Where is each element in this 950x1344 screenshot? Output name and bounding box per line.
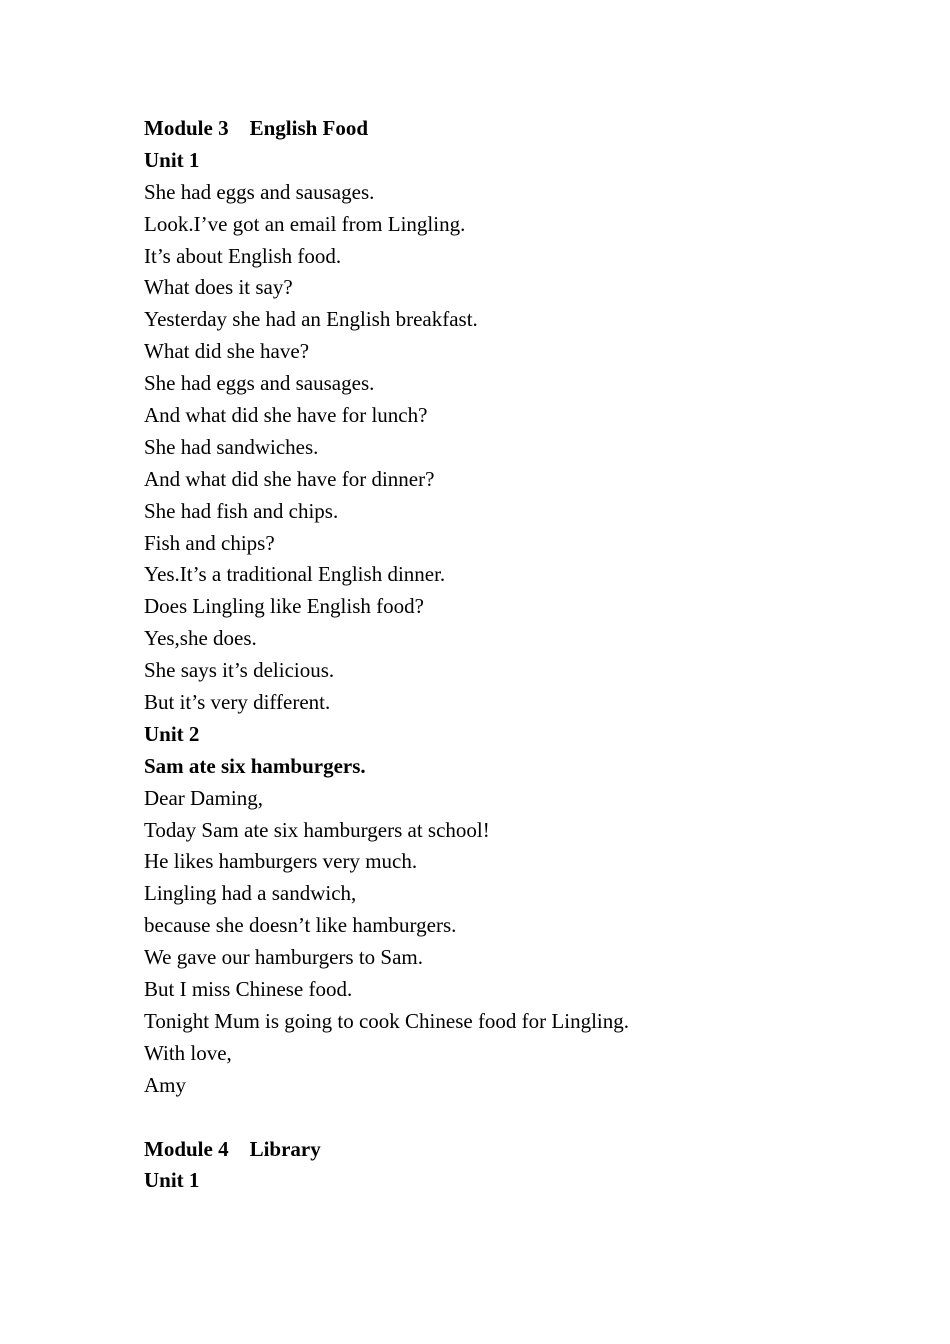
module-3-unit-1-title: She had eggs and sausages. (144, 179, 375, 204)
text-line: And what did she have for lunch? (144, 403, 428, 428)
text-line: He likes hamburgers very much. (144, 849, 418, 874)
text-line: We gave our hamburgers to Sam. (144, 945, 424, 970)
text-line: Lingling had a sandwich, (144, 881, 357, 906)
module-4-heading: Module 4 Library (144, 1136, 321, 1161)
text-line: But I miss Chinese food. (144, 977, 353, 1002)
text-line: Does Lingling like English food? (144, 594, 424, 619)
module-4-unit-1-heading: Unit 1 (144, 1168, 200, 1193)
text-line: She says it’s delicious. (144, 658, 335, 683)
text-line: Fish and chips? (144, 530, 275, 555)
module-3-unit-2-title: Sam ate six hamburgers. (144, 753, 366, 778)
text-line: Look.I’ve got an email from Lingling. (144, 211, 466, 236)
document-page (144, 113, 904, 1197)
text-line: She had sandwiches. (144, 434, 319, 459)
text-line: Dear Daming, (144, 785, 263, 810)
module-3-unit-1-heading: Unit 1 (144, 147, 200, 172)
text-line: Yes.It’s a traditional English dinner. (144, 562, 446, 587)
text-line: With love, (144, 1040, 232, 1065)
text-line: It’s about English food. (144, 243, 342, 268)
text-line: Yesterday she had an English breakfast. (144, 307, 478, 332)
text-line: And what did she have for dinner? (144, 466, 435, 491)
text-line: because she doesn’t like hamburgers. (144, 913, 457, 938)
text-line: Amy (144, 1072, 186, 1097)
text-line: What did she have? (144, 339, 310, 364)
text-line: She had fish and chips. (144, 498, 339, 523)
text-line: But it’s very different. (144, 690, 331, 715)
text-line: Yes,she does. (144, 626, 257, 651)
blank-line (144, 1102, 904, 1134)
text-line: What does it say? (144, 275, 293, 300)
text-line: Tonight Mum is going to cook Chinese food for Lingling. (144, 1008, 629, 1033)
module-3-heading: Module 3 English Food (144, 116, 369, 140)
text-line: She had eggs and sausages. (144, 371, 375, 396)
module-3-unit-2-heading: Unit 2 (144, 721, 200, 746)
text-line: Today Sam ate six hamburgers at school! (144, 817, 490, 842)
